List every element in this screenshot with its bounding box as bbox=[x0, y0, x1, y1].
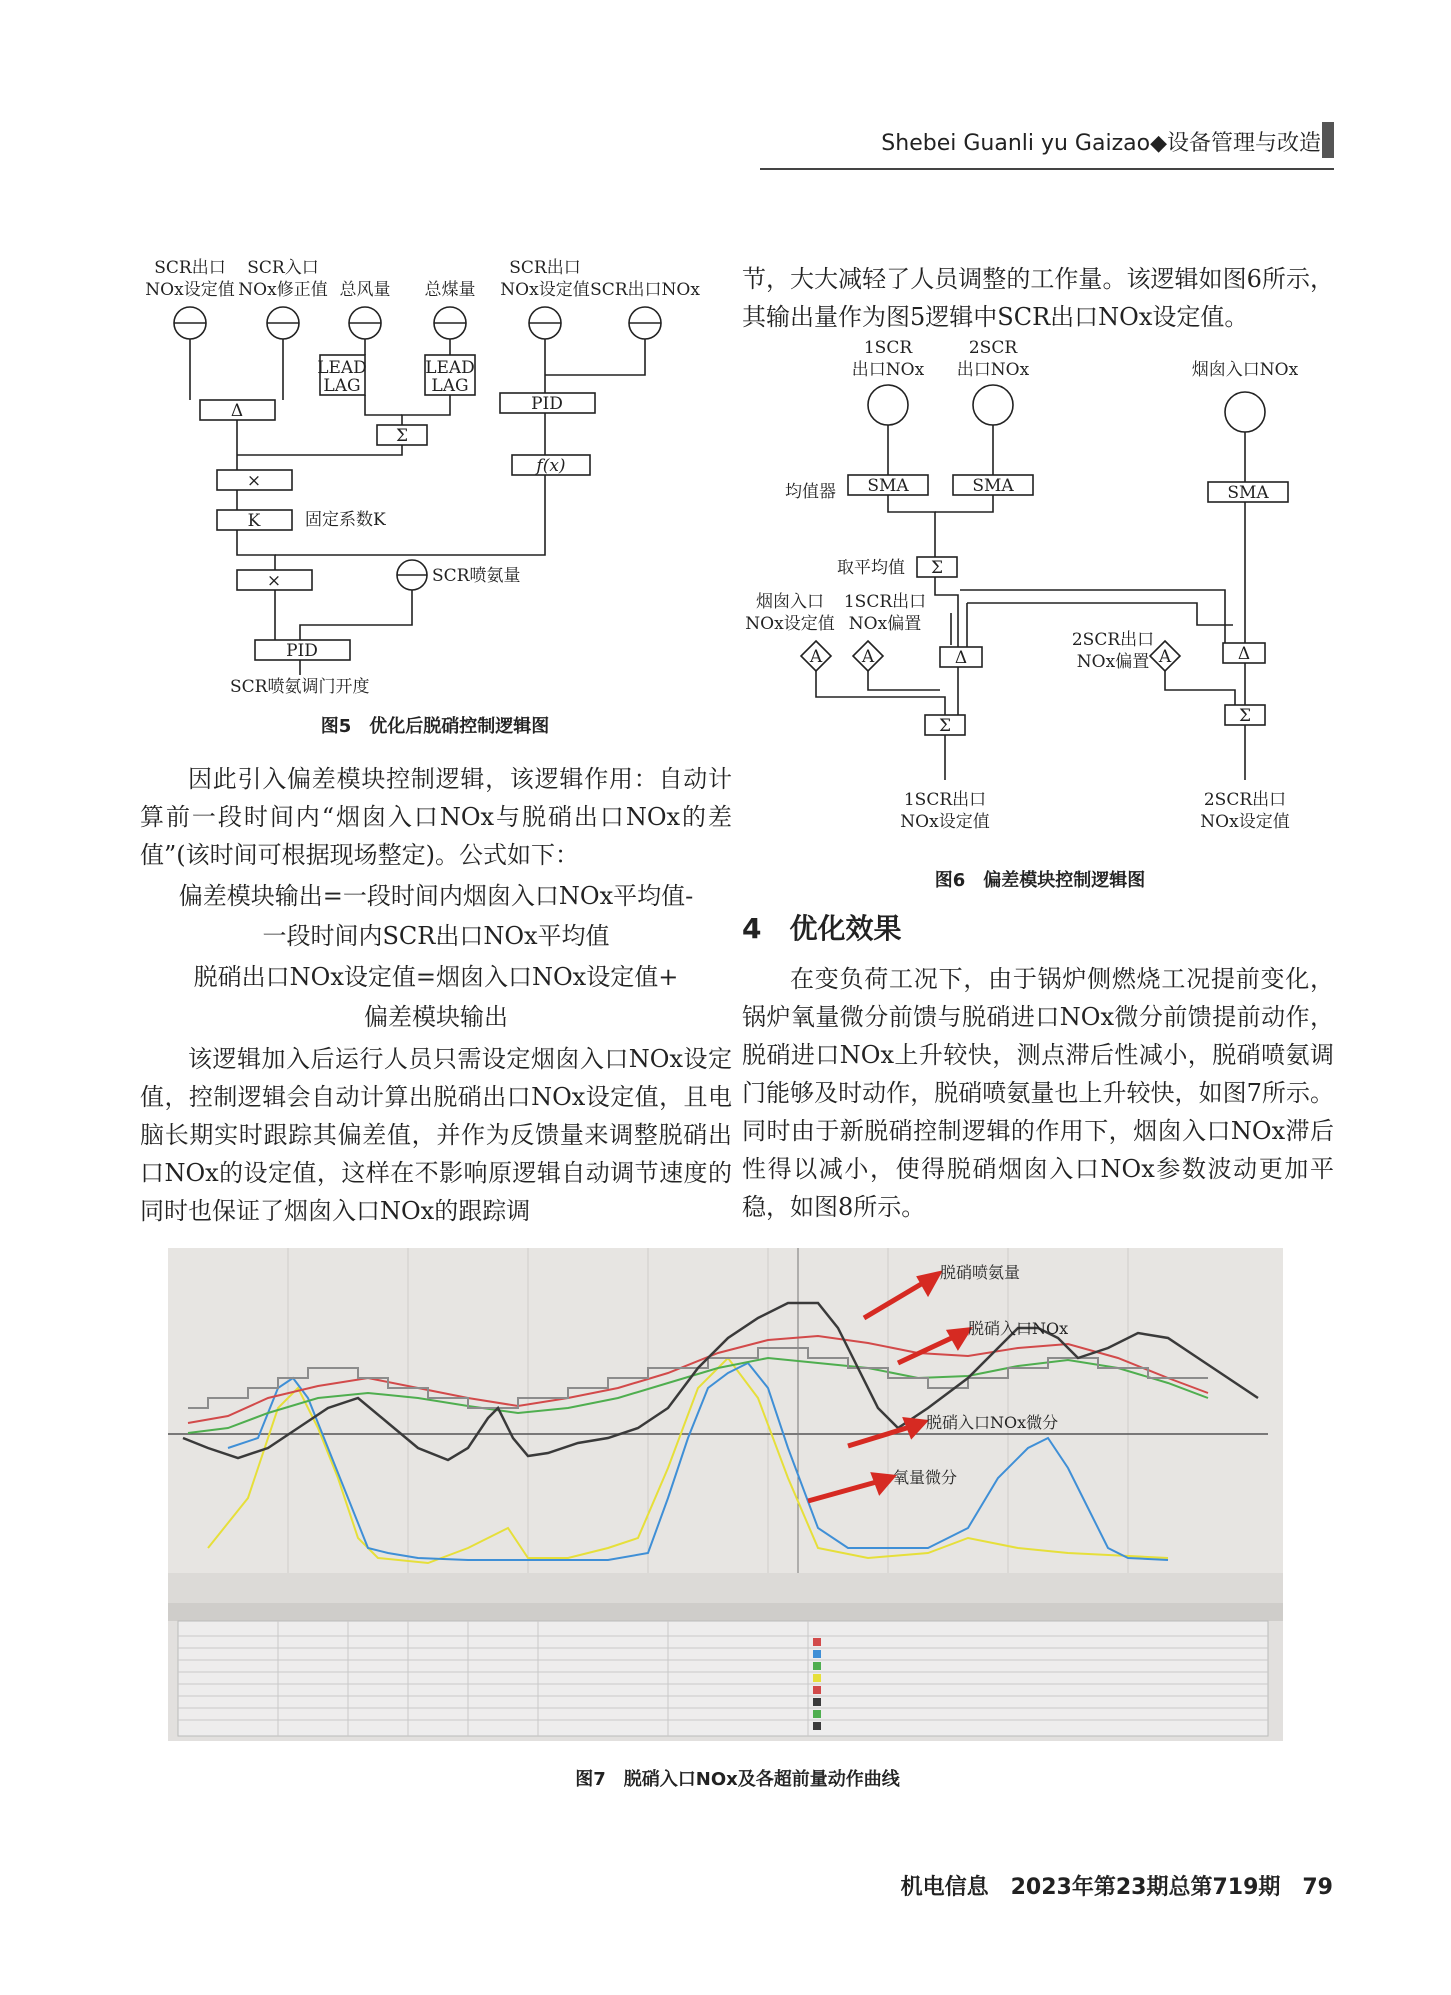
fig6-sigma-mean: Σ bbox=[930, 558, 944, 578]
fig5-lag-1: LAG bbox=[323, 376, 361, 396]
right-paragraph-1: 节，大大减轻了人员调整的工作量。该逻辑如图6所示，其输出量作为图5逻辑中SCR出口NOx设定值。 bbox=[742, 265, 1334, 331]
fig5-in6-label: SCR出口NOx bbox=[590, 280, 700, 300]
fig5-sigma: Σ bbox=[395, 426, 409, 446]
fig5-out-label: SCR喷氨调门开度 bbox=[230, 677, 370, 697]
fig6-sma-3: SMA bbox=[1227, 483, 1269, 503]
fig6-a2-label-b: NOx偏置 bbox=[848, 614, 922, 634]
figure-6-diagram bbox=[745, 335, 1335, 865]
fig6-a-2: A bbox=[861, 647, 875, 667]
fig6-out1-label-b: NOx设定值 bbox=[900, 812, 990, 832]
fig5-pid-1: PID bbox=[531, 394, 563, 414]
fig5-in5-label-b: NOx设定值 bbox=[500, 280, 590, 300]
figure-5-caption: 图5 优化后脱硝控制逻辑图 bbox=[320, 716, 550, 737]
annotation-ammonia: 脱硝喷氨量 bbox=[940, 1263, 1021, 1282]
fig5-lead-1: LEAD bbox=[317, 358, 367, 378]
annotation-oxygen-derivative: 氧量微分 bbox=[893, 1468, 958, 1487]
fig5-in1-label-a: SCR出口 bbox=[154, 258, 226, 278]
fig5-mult-2: × bbox=[266, 571, 282, 591]
fig5-delta: Δ bbox=[230, 401, 244, 421]
fig5-inputs bbox=[174, 307, 661, 339]
fig6-sma-2: SMA bbox=[972, 476, 1014, 496]
fig6-in3-label: 烟囱入口NOx bbox=[1191, 360, 1299, 380]
figure-7-caption: 图7 脱硝入口NOx及各超前量动作曲线 bbox=[575, 1769, 900, 1790]
fig6-a1-label-b: NOx设定值 bbox=[745, 614, 835, 634]
fig5-fx: f(x) bbox=[536, 456, 566, 476]
fig6-mean-label: 取平均值 bbox=[837, 558, 905, 578]
fig6-sigma-out1: Σ bbox=[938, 716, 952, 736]
fig6-a2-label-a: 1SCR出口 bbox=[843, 592, 927, 612]
fig6-a3-label-a: 2SCR出口 bbox=[1071, 630, 1155, 650]
fig6-in1-label-a: 1SCR bbox=[863, 338, 913, 358]
fig5-in3-label: 总风量 bbox=[339, 280, 391, 300]
fig5-k-label: 固定系数K bbox=[305, 510, 386, 530]
fig6-a1-label-a: 烟囱入口 bbox=[756, 592, 824, 612]
fig6-out2-label-a: 2SCR出口 bbox=[1203, 790, 1287, 810]
page-footer: 机电信息 2023年第23期总第719期 79 bbox=[900, 1875, 1333, 1900]
equation-1a: 偏差模块输出=一段时间内烟囱入口NOx平均值- bbox=[178, 882, 694, 910]
equation-1b: 一段时间内SCR出口NOx平均值 bbox=[262, 922, 610, 950]
section-heading: 4 优化效果 bbox=[742, 912, 902, 945]
equation-2a: 脱硝出口NOx设定值=烟囱入口NOx设定值+ bbox=[193, 963, 679, 991]
header-rule bbox=[760, 168, 1334, 170]
fig6-out2-label-b: NOx设定值 bbox=[1200, 812, 1290, 832]
figure-7-photo bbox=[168, 1248, 1283, 1741]
fig6-in2-label-b: 出口NOx bbox=[956, 360, 1030, 380]
fig6-sma-1: SMA bbox=[867, 476, 909, 496]
fig6-delta-1: Δ bbox=[954, 648, 968, 668]
fig5-nh3-label: SCR喷氨量 bbox=[432, 566, 521, 586]
fig5-in5-label-a: SCR出口 bbox=[509, 258, 581, 278]
fig5-in2-label-a: SCR入口 bbox=[247, 258, 319, 278]
annotation-inlet-nox: 脱硝入口NOx bbox=[968, 1319, 1069, 1338]
fig6-sigma-out2: Σ bbox=[1238, 706, 1252, 726]
annotation-nox-derivative: 脱硝入口NOx微分 bbox=[926, 1413, 1059, 1432]
trend-chart bbox=[168, 1248, 1283, 1741]
right-paragraph-2: 在变负荷工况下，由于锅炉侧燃烧工况提前变化，锅炉氧量微分前馈与脱硝进口NOx微分前馈提前动作，脱硝进口NOx上升较快，测点滞后性减小，脱硝喷氨调门能够及时动作，脱硝喷氨量也上升较快，如图7所示。同时由于新脱硝控制逻辑的作用下，烟囱入口NOx滞后性得以减小，使得脱硝烟囱入口NOx参数波动更加平稳，如图8所示。 bbox=[742, 965, 1334, 1221]
figure-6-caption: 图6 偏差模块控制逻辑图 bbox=[934, 870, 1146, 891]
fig6-a-1: A bbox=[809, 647, 823, 667]
fig5-pid-2: PID bbox=[286, 641, 318, 661]
equation-2b: 偏差模块输出 bbox=[364, 1003, 508, 1031]
fig6-out1-label-a: 1SCR出口 bbox=[903, 790, 987, 810]
fig5-k: K bbox=[247, 511, 261, 531]
figure-5-diagram bbox=[140, 255, 730, 700]
fig5-lead-2: LEAD bbox=[425, 358, 475, 378]
fig6-in2-label-a: 2SCR bbox=[968, 338, 1018, 358]
running-header: Shebei Guanli yu Gaizao◆设备管理与改造 bbox=[881, 131, 1321, 156]
fig6-a3-label-b: NOx偏置 bbox=[1076, 652, 1150, 672]
fig6-avg-label: 均值器 bbox=[785, 482, 836, 502]
fig5-in4-label: 总煤量 bbox=[424, 280, 476, 300]
header-bar bbox=[1322, 122, 1334, 158]
left-paragraph-2: 该逻辑加入后运行人员只需设定烟囱入口NOx设定值，控制逻辑会自动计算出脱硝出口NOx设定值，且电脑长期实时跟踪其偏差值，并作为反馈量来调整脱硝出口NOx的设定值，这样在不影响原逻辑自动调节速度的同时也保证了烟囱入口NOx的跟踪调 bbox=[140, 1045, 732, 1225]
fig5-lag-2: LAG bbox=[431, 376, 469, 396]
fig5-in2-label-b: NOx修正值 bbox=[238, 280, 328, 300]
fig5-in1-label-b: NOx设定值 bbox=[145, 280, 235, 300]
fig6-a-3: A bbox=[1158, 647, 1172, 667]
fig5-mult-1: × bbox=[246, 471, 262, 491]
left-paragraph-1: 因此引入偏差模块控制逻辑，该逻辑作用：自动计算前一段时间内“烟囱入口NOx与脱硝出口NOx的差值”(该时间可根据现场整定)。公式如下： bbox=[140, 765, 732, 869]
fig6-delta-2: Δ bbox=[1237, 644, 1251, 664]
fig6-in1-label-b: 出口NOx bbox=[851, 360, 925, 380]
